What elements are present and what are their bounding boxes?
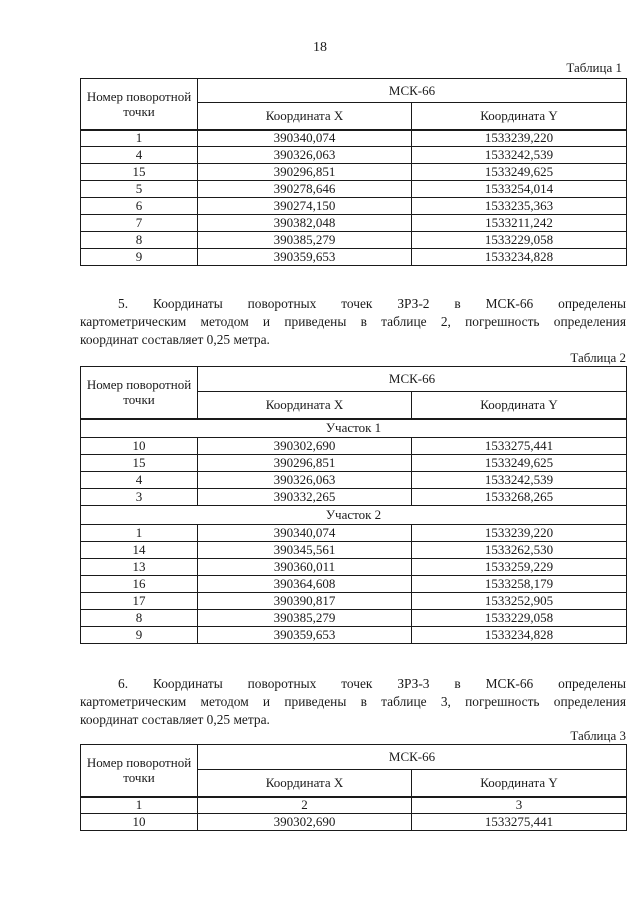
table2-header-group: МСК-66 [198, 367, 627, 392]
table3-header-y: Координата Y [412, 770, 627, 797]
cell-x: 390278,646 [198, 181, 412, 198]
cell-y: 1533275,441 [412, 438, 627, 455]
cell-y: 1533229,058 [412, 610, 627, 627]
cell-x: 390359,653 [198, 249, 412, 266]
cell-y: 1533242,539 [412, 147, 627, 164]
cell-point: 5 [81, 181, 198, 198]
table-row [81, 814, 627, 831]
paragraph-6-line-2: картометрическим методом и приведены в таблице 3, погрешность определения [80, 694, 626, 709]
cell-point: 1 [81, 130, 198, 147]
table-row [81, 542, 627, 559]
table3-caption: Таблица 3 [570, 728, 626, 743]
cell-x: 390360,011 [198, 559, 412, 576]
cell-y: 1533262,530 [412, 542, 627, 559]
paragraph-5-line-2: картометрическим методом и приведены в таблице 2, погрешность определения [80, 314, 626, 329]
paragraph-6 [80, 675, 626, 729]
cell-index: 3 [412, 797, 627, 814]
cell-x: 390345,561 [198, 542, 412, 559]
cell-point: 4 [81, 147, 198, 164]
cell-x: 390296,851 [198, 455, 412, 472]
cell-point: 4 [81, 472, 198, 489]
cell-y: 1533249,625 [412, 164, 627, 181]
table-row [81, 472, 627, 489]
table3-header-num: Номер поворотной точки [81, 745, 198, 797]
cell-point: 7 [81, 215, 198, 232]
cell-point: 13 [81, 559, 198, 576]
table-row [81, 164, 627, 181]
table-row [81, 559, 627, 576]
paragraph-5 [80, 295, 626, 349]
cell-point: 9 [81, 249, 198, 266]
table1-header-y: Координата Y [412, 103, 627, 130]
cell-point: 16 [81, 576, 198, 593]
table2 [80, 366, 627, 644]
cell-x: 390332,265 [198, 489, 412, 506]
cell-index: 2 [198, 797, 412, 814]
cell-y: 1533259,229 [412, 559, 627, 576]
cell-y: 1533235,363 [412, 198, 627, 215]
table-row [81, 593, 627, 610]
table2-header-y: Координата Y [412, 392, 627, 419]
table3-header-group: МСК-66 [198, 745, 627, 770]
table2-header-x: Координата X [198, 392, 412, 419]
table-row [81, 181, 627, 198]
cell-index: 1 [81, 797, 198, 814]
cell-y: 1533275,441 [412, 814, 627, 831]
column-index-row [81, 797, 627, 814]
cell-point: 14 [81, 542, 198, 559]
cell-x: 390385,279 [198, 232, 412, 249]
table-row [81, 455, 627, 472]
table-row [81, 147, 627, 164]
table1-header-group: МСК-66 [198, 79, 627, 103]
cell-y: 1533252,905 [412, 593, 627, 610]
cell-x: 390340,074 [198, 525, 412, 542]
table-row [81, 438, 627, 455]
cell-x: 390382,048 [198, 215, 412, 232]
table-row [81, 130, 627, 147]
cell-y: 1533249,625 [412, 455, 627, 472]
cell-y: 1533258,179 [412, 576, 627, 593]
section-heading-2: Участок 2 [81, 506, 627, 525]
table3-header-x: Координата X [198, 770, 412, 797]
table-row [81, 489, 627, 506]
table-row [81, 232, 627, 249]
table2-header-num: Номер поворотной точки [81, 367, 198, 419]
cell-point: 10 [81, 814, 198, 831]
cell-x: 390302,690 [198, 814, 412, 831]
cell-point: 15 [81, 455, 198, 472]
table1-header-num: Номер поворотной точки [81, 79, 198, 130]
cell-point: 1 [81, 525, 198, 542]
cell-point: 6 [81, 198, 198, 215]
page-number: 18 [313, 40, 327, 55]
table-row [81, 576, 627, 593]
table-row [81, 610, 627, 627]
paragraph-6-line-1: 6. Координаты поворотных точек ЗРЗ-3 в МСК-66 определены [118, 676, 626, 691]
section-heading-1: Участок 1 [81, 419, 627, 438]
cell-x: 390340,074 [198, 130, 412, 147]
paragraph-6-line-3: координат составляет 0,25 метра. [80, 712, 270, 727]
cell-x: 390326,063 [198, 147, 412, 164]
cell-y: 1533268,265 [412, 489, 627, 506]
table-row [81, 525, 627, 542]
table1 [80, 78, 627, 266]
cell-x: 390385,279 [198, 610, 412, 627]
cell-x: 390302,690 [198, 438, 412, 455]
table1-header-x: Координата X [198, 103, 412, 130]
cell-x: 390390,817 [198, 593, 412, 610]
cell-x: 390364,608 [198, 576, 412, 593]
cell-point: 8 [81, 610, 198, 627]
paragraph-5-line-3: координат составляет 0,25 метра. [80, 332, 270, 347]
table-row [81, 249, 627, 266]
cell-y: 1533242,539 [412, 472, 627, 489]
cell-y: 1533211,242 [412, 215, 627, 232]
table-row [81, 198, 627, 215]
table-row [81, 627, 627, 644]
paragraph-5-line-1: 5. Координаты поворотных точек ЗРЗ-2 в МСК-66 определены [118, 296, 626, 311]
cell-point: 8 [81, 232, 198, 249]
table-row [81, 215, 627, 232]
cell-y: 1533234,828 [412, 249, 627, 266]
cell-point: 17 [81, 593, 198, 610]
table2-caption: Таблица 2 [570, 350, 626, 365]
cell-y: 1533234,828 [412, 627, 627, 644]
cell-point: 15 [81, 164, 198, 181]
cell-y: 1533254,014 [412, 181, 627, 198]
cell-x: 390296,851 [198, 164, 412, 181]
cell-y: 1533229,058 [412, 232, 627, 249]
cell-y: 1533239,220 [412, 130, 627, 147]
table3 [80, 744, 627, 831]
cell-x: 390359,653 [198, 627, 412, 644]
cell-point: 3 [81, 489, 198, 506]
table1-caption: Таблица 1 [566, 60, 622, 75]
cell-x: 390326,063 [198, 472, 412, 489]
cell-point: 10 [81, 438, 198, 455]
cell-point: 9 [81, 627, 198, 644]
cell-x: 390274,150 [198, 198, 412, 215]
cell-y: 1533239,220 [412, 525, 627, 542]
